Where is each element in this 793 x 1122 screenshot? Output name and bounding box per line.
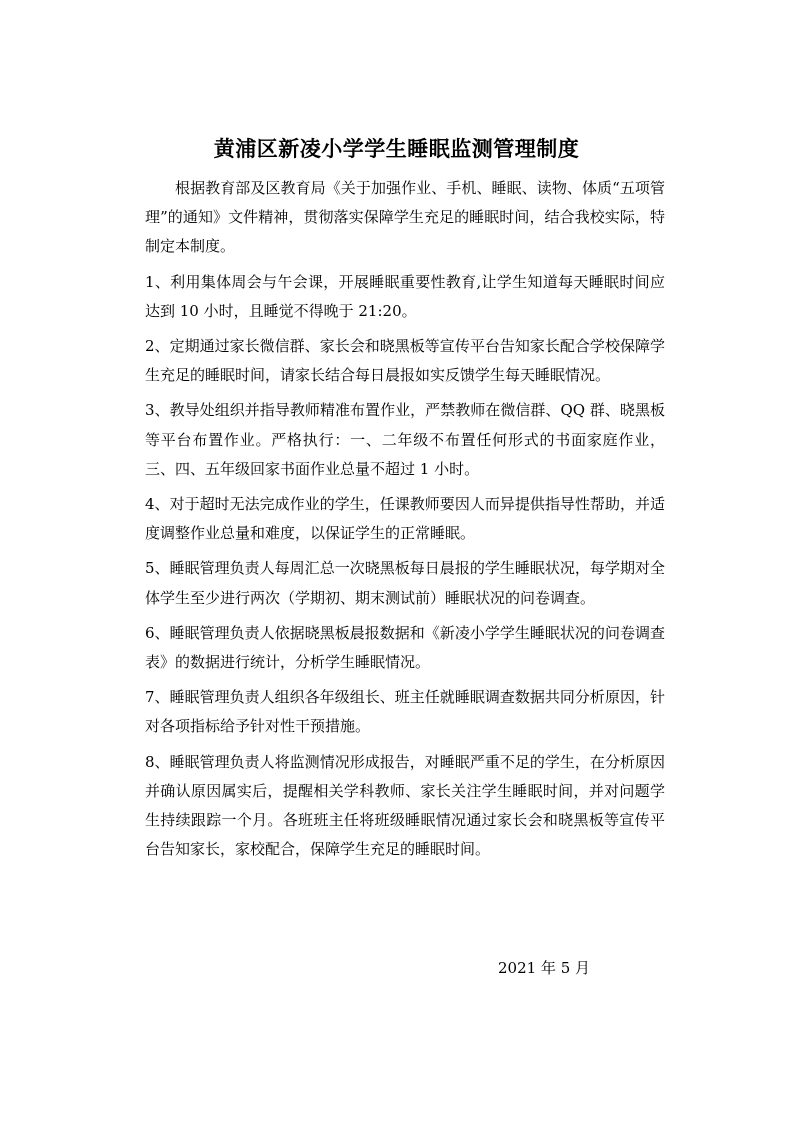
intro-paragraph: 根据教育部及区教育局《关于加强作业、手机、睡眠、读物、体质“五项管理”的通知》文件精神，贯彻落实保障学生充足的睡眠时间，结合我校实际，特制定本制度。 [145, 179, 665, 256]
rule-item-8: 8、睡眠管理负责人将监测情况形成报告，对睡眠严重不足的学生，在分析原因并确认原因属实后，提醒相关学科教师、家长关注学生睡眠时间，并对问题学生持续跟踪一个月。各班班主任将班级睡眠情况通过家长会和晓黑板等宣传平台告知家长，家校配合，保障学生充足的睡眠时间。 [145, 752, 665, 859]
document-title: 黄浦区新凌小学学生睡眠监测管理制度 [213, 137, 580, 161]
rule-item-3: 3、教导处组织并指导教师精准布置作业，严禁教师在微信群、QQ 群、晓黑板等平台布置作业。严格执行：一、二年级不布置任何形式的书面家庭作业，三、四、五年级回家书面作业总量不超过 1 小时。 [145, 401, 665, 478]
document-body [145, 174, 665, 870]
rule-item-2: 2、定期通过家长微信群、家长会和晓黑板等宣传平台告知家长配合学校保障学生充足的睡眠时间，请家长结合每日晨报如实反馈学生每天睡眠情况。 [145, 337, 665, 385]
rule-item-5: 5、睡眠管理负责人每周汇总一次晓黑板每日晨报的学生睡眠状况，每学期对全体学生至少进行两次（学期初、期末测试前）睡眠状况的问卷调查。 [145, 559, 665, 607]
rule-item-4: 4、对于超时无法完成作业的学生，任课教师要因人而异提供指导性帮助，并适度调整作业总量和难度，以保证学生的正常睡眠。 [145, 495, 665, 543]
rule-item-7: 7、睡眠管理负责人组织各年级组长、班主任就睡眠调查数据共同分析原因，针对各项指标给予针对性干预措施。 [145, 688, 665, 736]
document-date: 2021 年 5 月 [498, 959, 591, 977]
rule-item-6: 6、睡眠管理负责人依据晓黑板晨报数据和《新凌小学学生睡眠状况的问卷调查表》的数据进行统计，分析学生睡眠情况。 [145, 623, 665, 672]
rule-item-1: 1、利用集体周会与午会课，开展睡眠重要性教育,让学生知道每天睡眠时间应达到 10 小时，且睡觉不得晚于 21:20。 [145, 272, 665, 320]
